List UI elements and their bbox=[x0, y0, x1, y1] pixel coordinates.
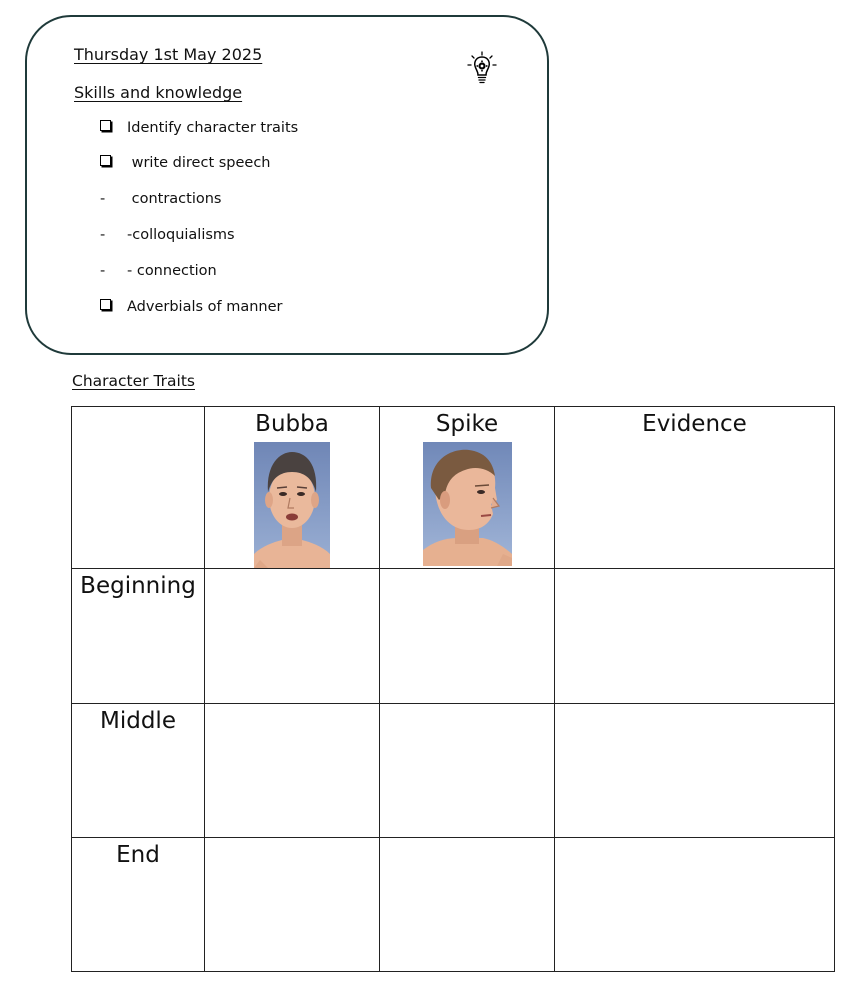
lesson-date: Thursday 1st May 2025 bbox=[74, 45, 263, 64]
objective-item: - contractions bbox=[100, 191, 222, 207]
evidence-end-cell[interactable] bbox=[555, 838, 835, 972]
checkbox-icon bbox=[100, 120, 111, 131]
character-traits-title: Character Traits bbox=[72, 372, 195, 390]
header-spike bbox=[380, 407, 555, 569]
checkbox-icon bbox=[100, 299, 111, 310]
spike-portrait bbox=[423, 442, 512, 566]
evidence-middle-cell[interactable] bbox=[555, 704, 835, 838]
character-traits-table bbox=[71, 406, 835, 972]
objective-item: Identify character traits bbox=[100, 120, 298, 136]
header-empty-cell bbox=[72, 407, 205, 569]
table-row bbox=[72, 704, 835, 838]
spike-middle-cell[interactable] bbox=[380, 704, 555, 838]
objectives-box bbox=[25, 15, 549, 355]
column-label: Spike bbox=[435, 411, 499, 437]
table-row bbox=[72, 838, 835, 972]
column-label: Bubba bbox=[255, 411, 329, 437]
checkbox-icon bbox=[100, 155, 111, 166]
lightbulb-gear-icon bbox=[467, 51, 497, 85]
row-label-beginning: Beginning bbox=[72, 569, 205, 704]
header-bubba bbox=[205, 407, 380, 569]
objective-item: - -colloquialisms bbox=[100, 227, 235, 243]
spike-end-cell[interactable] bbox=[380, 838, 555, 972]
objective-item: Adverbials of manner bbox=[100, 299, 283, 315]
table-row bbox=[72, 569, 835, 704]
row-label-end: End bbox=[72, 838, 205, 972]
bubba-beginning-cell[interactable] bbox=[205, 569, 380, 704]
objective-item: - - connection bbox=[100, 263, 217, 279]
header-evidence bbox=[555, 407, 835, 569]
evidence-beginning-cell[interactable] bbox=[555, 569, 835, 704]
table-header-row bbox=[72, 407, 835, 569]
objective-item: write direct speech bbox=[100, 155, 271, 171]
column-label: Evidence bbox=[642, 411, 747, 437]
skills-heading: Skills and knowledge bbox=[74, 83, 243, 102]
spike-beginning-cell[interactable] bbox=[380, 569, 555, 704]
bubba-portrait bbox=[254, 442, 330, 568]
bubba-middle-cell[interactable] bbox=[205, 704, 380, 838]
row-label-middle: Middle bbox=[72, 704, 205, 838]
bubba-end-cell[interactable] bbox=[205, 838, 380, 972]
